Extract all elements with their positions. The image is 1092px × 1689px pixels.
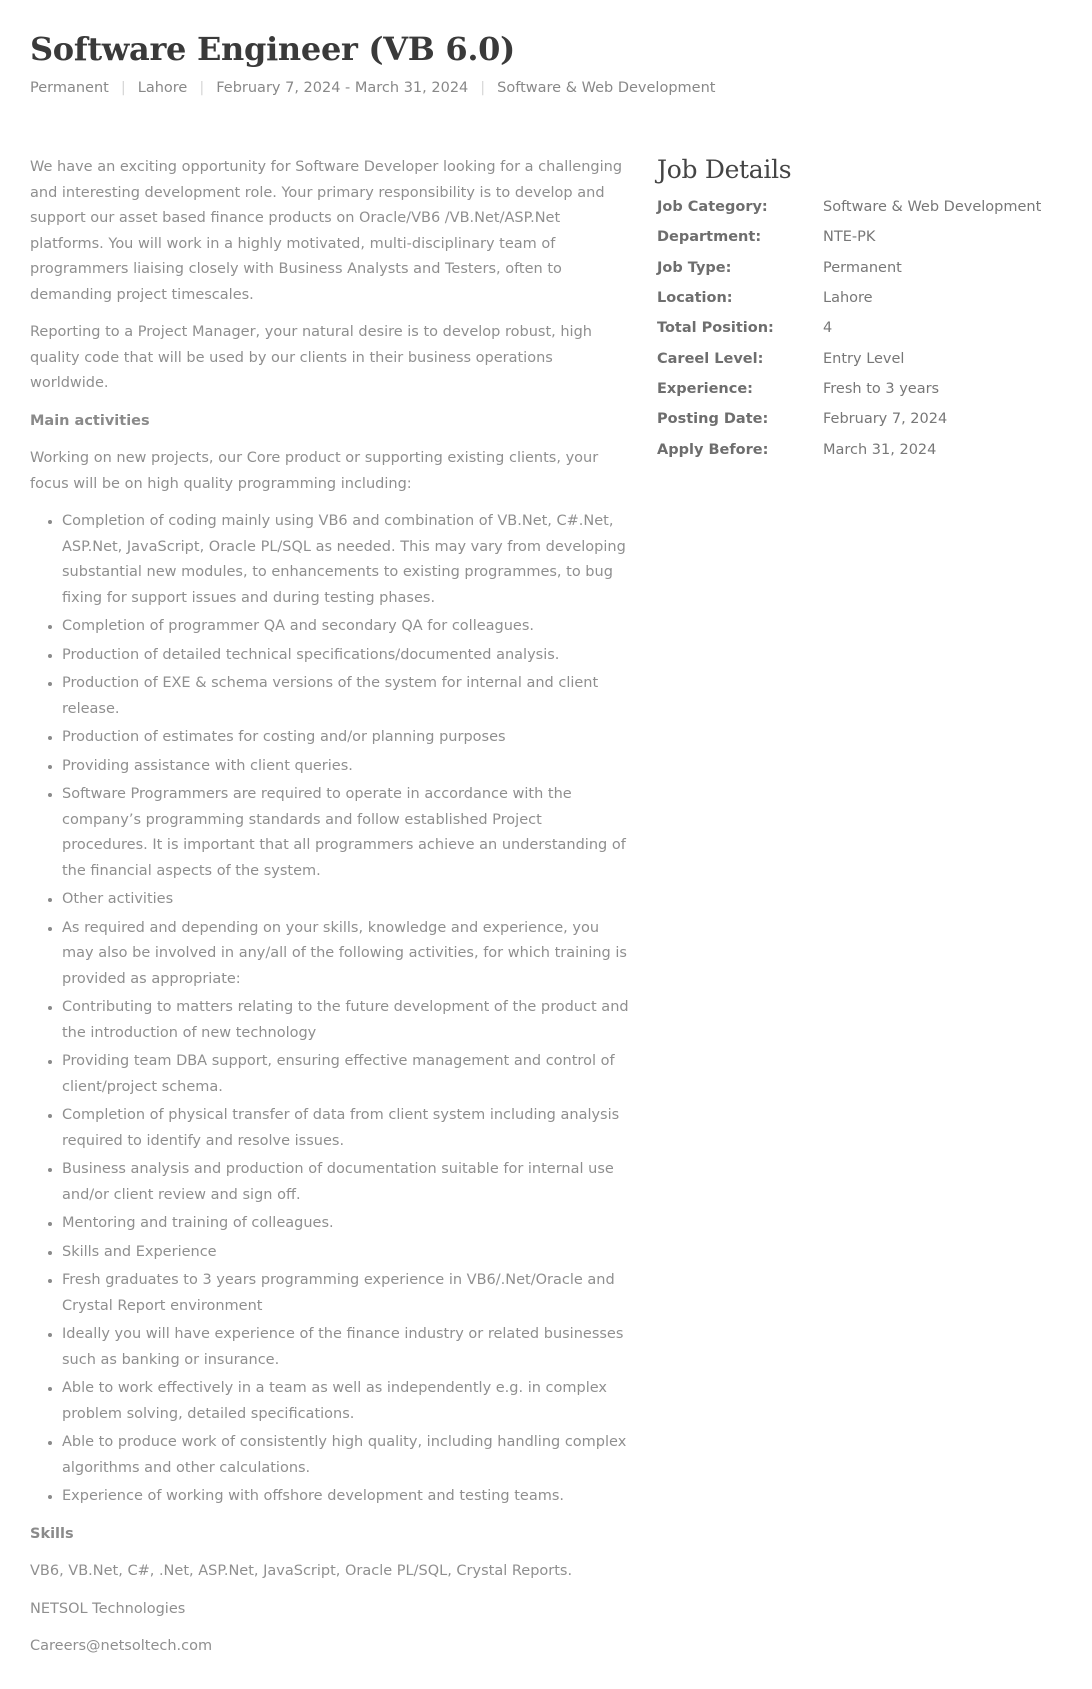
- list-item: • Ideally you will have experience of the finance industry or related businesses such as banking or insurance.: [62, 1322, 630, 1373]
- list-item: • Able to work effectively in a team as well as independently e.g. in complex problem solving, detailed specifications.: [62, 1376, 630, 1427]
- detail-value: February 7, 2024: [823, 411, 948, 428]
- meta-separator: |: [480, 80, 486, 96]
- list-item: • Mentoring and training of colleagues.: [62, 1211, 630, 1237]
- list-item: • Able to produce work of consistently high quality, including handling complex algorithms and other calculations.: [62, 1430, 630, 1481]
- detail-label: Experience:: [657, 380, 753, 397]
- detail-label: Total Position:: [657, 320, 774, 337]
- meta-job-type: Permanent: [30, 80, 109, 96]
- detail-row-location: [657, 283, 1077, 313]
- list-item: • Skills and Experience: [62, 1240, 630, 1266]
- detail-label: Posting Date:: [657, 411, 769, 428]
- intro-paragraph: Reporting to a Project Manager, your natural desire is to develop robust, high quality code that will be used by our clients in their business operations worldwide.: [30, 324, 592, 391]
- list-item: • Fresh graduates to 3 years programming experience in VB6/.Net/Oracle and Crystal Report environment: [62, 1268, 630, 1319]
- detail-row-department: [657, 222, 1077, 252]
- detail-row-career-level: [657, 343, 1077, 373]
- detail-label: Department:: [657, 229, 762, 246]
- main-activities-heading: Main activities: [30, 412, 150, 429]
- list-item: • Production of estimates for costing and/or planning purposes: [62, 725, 630, 751]
- detail-row-category: [657, 192, 1077, 222]
- main-activities-intro: Working on new projects, our Core product or supporting existing clients, your focus will be on high quality programming including:: [30, 450, 599, 492]
- detail-value: 4: [823, 320, 833, 337]
- list-item: • Providing team DBA support, ensuring effective management and control of client/project schema.: [62, 1049, 630, 1100]
- list-item: • Completion of coding mainly using VB6 and combination of VB.Net, C#.Net, ASP.Net, JavaScript, Oracle PL/SQL as needed. This may vary from developing substantial new modules, to enhancements to existing programmes, to bug fixing for support issues and during testing phases.: [62, 509, 630, 611]
- skills-heading: Skills: [30, 1525, 74, 1542]
- list-item: • Contributing to matters relating to the future development of the product and the introduction of new technology: [62, 995, 630, 1046]
- meta-date-range: February 7, 2024 - March 31, 2024: [216, 80, 469, 96]
- list-item: • Business analysis and production of documentation suitable for internal use and/or client review and sign off.: [62, 1157, 630, 1208]
- job-description: [30, 155, 630, 1672]
- contact-email: Careers@netsoltech.com: [30, 1638, 213, 1654]
- job-meta: [30, 80, 715, 96]
- detail-label: Location:: [657, 290, 733, 307]
- list-item: • Production of EXE & schema versions of the system for internal and client release.: [62, 671, 630, 722]
- list-item: • Completion of physical transfer of data from client system including analysis required to identify and resolve issues.: [62, 1103, 630, 1154]
- intro-paragraph: We have an exciting opportunity for Software Developer looking for a challenging and interesting development role. Your primary responsibility is to develop and support our asset based finance products on Oracle/VB6 /VB.Net/ASP.Net platforms. You will work in a highly motivated, multi-disciplinary team of programmers liaising closely with Business Analysts and Testers, often to demanding project timescales.: [30, 159, 623, 303]
- detail-label: Apply Before:: [657, 441, 769, 458]
- meta-category: Software & Web Development: [497, 80, 716, 96]
- list-item: • As required and depending on your skills, knowledge and experience, you may also be involved in any/all of the following activities, for which training is provided as appropriate:: [62, 916, 630, 993]
- list-item: • Software Programmers are required to operate in accordance with the company’s programming standards and follow established Project procedures. It is important that all programmers achieve an understanding of the financial aspects of the system.: [62, 782, 630, 884]
- detail-value: Permanent: [823, 259, 902, 276]
- detail-row-total-position: [657, 313, 1077, 343]
- page-title: Software Engineer (VB 6.0): [30, 30, 515, 68]
- meta-separator: |: [199, 80, 205, 96]
- detail-value: Lahore: [823, 290, 873, 307]
- detail-value: NTE-PK: [823, 229, 876, 246]
- list-item: • Experience of working with offshore development and testing teams.: [62, 1484, 630, 1510]
- detail-label: Job Category:: [657, 199, 768, 216]
- meta-separator: |: [120, 80, 126, 96]
- list-item: • Other activities: [62, 887, 630, 913]
- job-details-panel: [657, 155, 1077, 465]
- detail-label: Careel Level:: [657, 350, 764, 367]
- detail-row-job-type: [657, 253, 1077, 283]
- list-item: • Production of detailed technical specifications/documented analysis.: [62, 643, 630, 669]
- responsibilities-list: [30, 509, 630, 1510]
- meta-location: Lahore: [137, 80, 188, 96]
- company-name: NETSOL Technologies: [30, 1600, 186, 1617]
- detail-value: March 31, 2024: [823, 441, 937, 458]
- detail-value: Fresh to 3 years: [823, 380, 940, 397]
- job-details-heading: Job Details: [657, 155, 792, 184]
- detail-value: Entry Level: [823, 350, 905, 367]
- list-item: • Providing assistance with client queries.: [62, 754, 630, 780]
- skills-text: VB6, VB.Net, C#, .Net, ASP.Net, JavaScript, Oracle PL/SQL, Crystal Reports.: [30, 1563, 573, 1579]
- detail-row-posting-date: [657, 404, 1077, 434]
- detail-label: Job Type:: [657, 259, 732, 276]
- detail-row-apply-before: [657, 434, 1077, 464]
- list-item: • Completion of programmer QA and secondary QA for colleagues.: [62, 614, 630, 640]
- detail-value: Software & Web Development: [823, 199, 1042, 216]
- detail-row-experience: [657, 374, 1077, 404]
